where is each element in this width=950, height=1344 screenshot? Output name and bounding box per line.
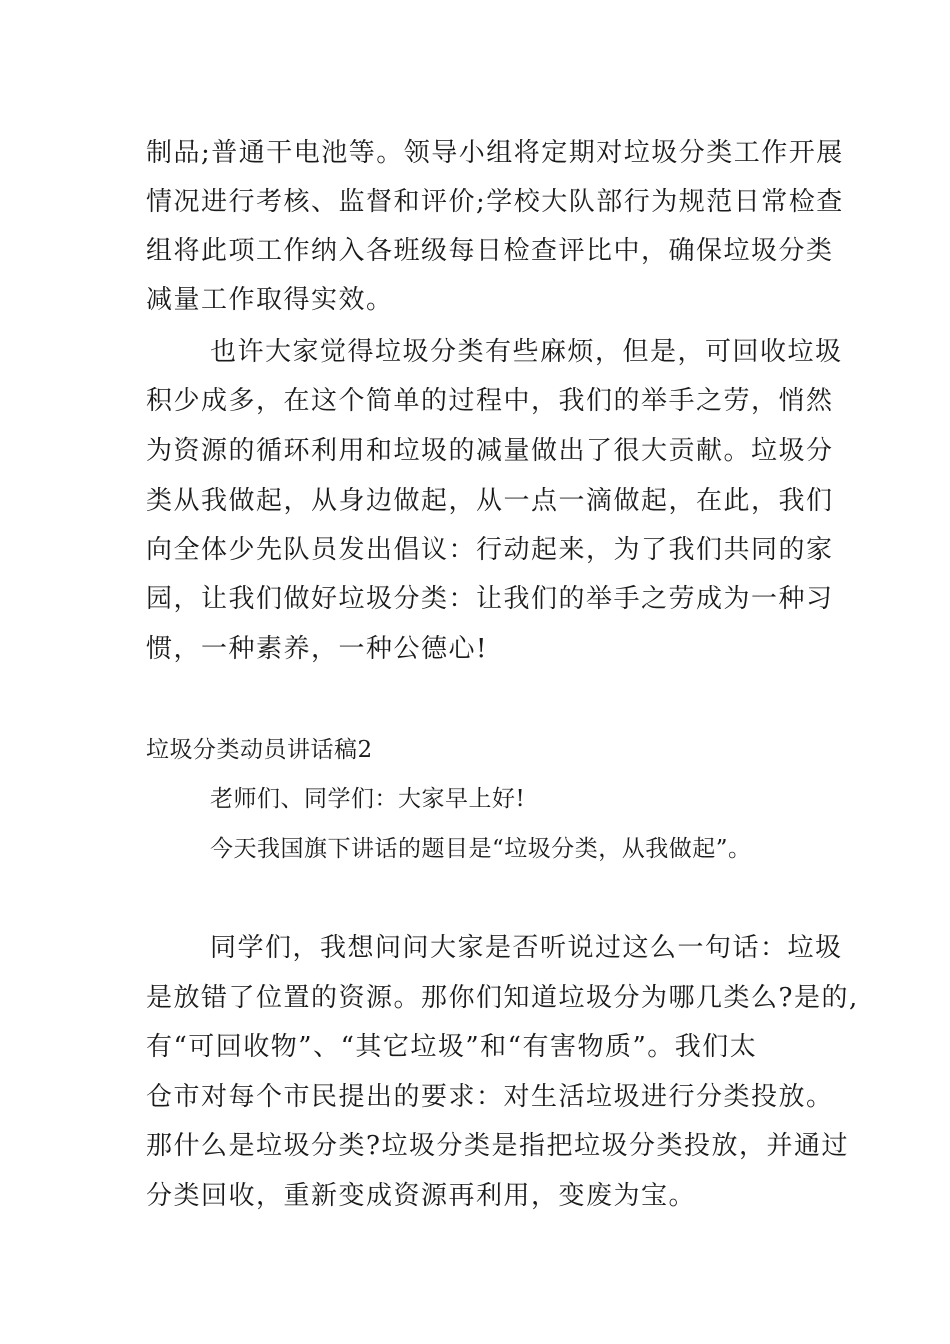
paragraph-3-line-6: 分类回收，重新变成资源再利用，变废为宝。 — [146, 1181, 697, 1211]
paragraph-2-line-4: 类从我做起，从身边做起，从一点一滴做起，在此，我们 — [146, 486, 834, 516]
paragraph-2-line-3: 为资源的循环利用和垃圾的减量做出了很大贡献。垃圾分 — [146, 436, 834, 466]
paragraph-3-line-4: 仓市对每个市民提出的要求：对生活垃圾进行分类投放。 — [146, 1082, 834, 1112]
paragraph-2-line-7: 惯，一种素养，一种公德心! — [146, 634, 488, 664]
section-title: 垃圾分类动员讲话稿2 — [146, 737, 373, 763]
paragraph-3-line-2: 是放错了位置的资源。那你们知道垃圾分为哪几类么?是的, — [146, 983, 859, 1013]
paragraph-1-line-3: 组将此项工作纳入各班级每日检查评比中，确保垃圾分类 — [146, 236, 834, 266]
greeting: 老师们、同学们：大家早上好! — [210, 786, 526, 812]
paragraph-2-line-5: 向全体少先队员发出倡议：行动起来，为了我们共同的家 — [146, 535, 834, 565]
paragraph-2-line-6: 园，让我们做好垃圾分类：让我们的举手之劳成为一种习 — [146, 584, 834, 614]
paragraph-3-line-3: 有“可回收物”、“其它垃圾”和“有害物质”。我们太 — [146, 1032, 758, 1062]
paragraph-3-line-5: 那什么是垃圾分类?垃圾分类是指把垃圾分类投放，并通过 — [146, 1131, 849, 1161]
paragraph-1-line-2: 情况进行考核、监督和评价;学校大队部行为规范日常检查 — [146, 187, 844, 217]
paragraph-1-line-4: 减量工作取得实效。 — [146, 285, 394, 315]
speech-topic: 今天我国旗下讲话的题目是“垃圾分类，从我做起”。 — [210, 836, 752, 862]
paragraph-3-line-1: 同学们，我想问问大家是否听说过这么一句话：垃圾 — [210, 933, 843, 963]
paragraph-2-line-1: 也许大家觉得垃圾分类有些麻烦，但是，可回收垃圾 — [210, 337, 843, 367]
paragraph-1-line-1: 制品;普通干电池等。领导小组将定期对垃圾分类工作开展 — [146, 138, 844, 168]
paragraph-2-line-2: 积少成多，在这个简单的过程中，我们的举手之劳，悄然 — [146, 386, 834, 416]
